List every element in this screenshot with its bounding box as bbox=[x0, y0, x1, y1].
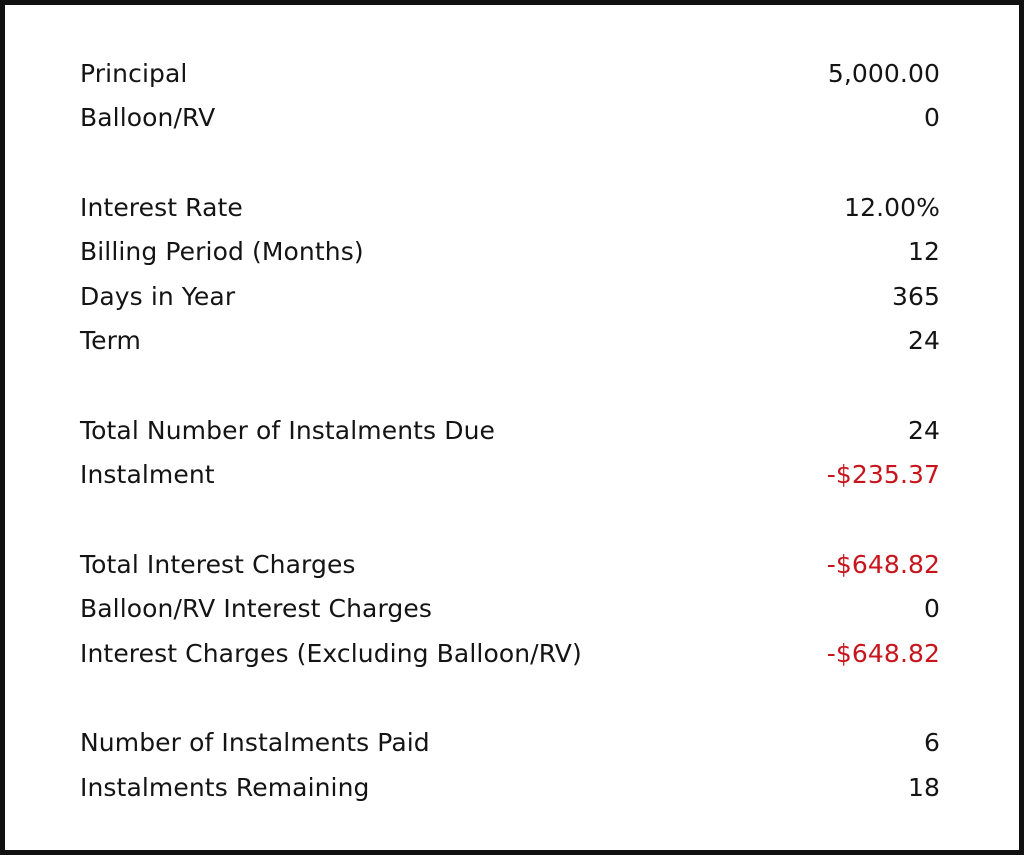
interest-charges-excluding-balloon-label: Interest Charges (Excluding Balloon/RV) bbox=[80, 638, 582, 668]
row-balloon-rv-interest-charges bbox=[80, 587, 940, 632]
billing-period-value: 12 bbox=[907, 237, 940, 267]
balloon-rv-interest-charges-value: 0 bbox=[923, 594, 940, 624]
term-label: Term bbox=[80, 326, 141, 356]
row-total-interest-charges bbox=[80, 542, 940, 587]
term-value: 24 bbox=[907, 326, 940, 356]
balloon-rv-label: Balloon/RV bbox=[80, 103, 216, 133]
interest-rate-label: Interest Rate bbox=[80, 192, 243, 222]
total-interest-charges-value: -$648.82 bbox=[826, 549, 940, 579]
principal-label: Principal bbox=[80, 58, 188, 88]
interest-rate-value: 12.00% bbox=[844, 192, 940, 222]
row-term bbox=[80, 319, 940, 364]
row-total-instalments-due bbox=[80, 408, 940, 453]
billing-period-label: Billing Period (Months) bbox=[80, 237, 364, 267]
instalment-value: -$235.37 bbox=[826, 460, 940, 490]
total-instalments-due-value: 24 bbox=[907, 415, 940, 445]
row-principal bbox=[80, 51, 940, 96]
row-instalments-paid bbox=[80, 721, 940, 766]
instalments-paid-label: Number of Instalments Paid bbox=[80, 728, 430, 758]
row-balloon-rv bbox=[80, 96, 940, 141]
balloon-rv-value: 0 bbox=[923, 103, 940, 133]
group-payment-progress bbox=[80, 721, 940, 810]
instalments-paid-value: 6 bbox=[923, 728, 940, 758]
group-instalments bbox=[80, 408, 940, 497]
row-interest-rate bbox=[80, 185, 940, 230]
group-rate-terms bbox=[80, 185, 940, 363]
days-in-year-value: 365 bbox=[891, 281, 940, 311]
group-principal bbox=[80, 51, 940, 140]
interest-charges-excluding-balloon-value: -$648.82 bbox=[826, 638, 940, 668]
group-interest-charges bbox=[80, 542, 940, 676]
row-interest-charges-excluding-balloon bbox=[80, 631, 940, 676]
row-billing-period bbox=[80, 230, 940, 275]
instalments-remaining-label: Instalments Remaining bbox=[80, 772, 370, 802]
loan-summary bbox=[80, 51, 940, 855]
principal-value: 5,000.00 bbox=[827, 58, 940, 88]
total-interest-charges-label: Total Interest Charges bbox=[80, 549, 356, 579]
days-in-year-label: Days in Year bbox=[80, 281, 236, 311]
instalments-remaining-value: 18 bbox=[907, 772, 940, 802]
total-instalments-due-label: Total Number of Instalments Due bbox=[80, 415, 495, 445]
balloon-rv-interest-charges-label: Balloon/RV Interest Charges bbox=[80, 594, 432, 624]
row-instalment bbox=[80, 453, 940, 498]
row-days-in-year bbox=[80, 274, 940, 319]
row-instalments-remaining bbox=[80, 765, 940, 810]
instalment-label: Instalment bbox=[80, 460, 215, 490]
